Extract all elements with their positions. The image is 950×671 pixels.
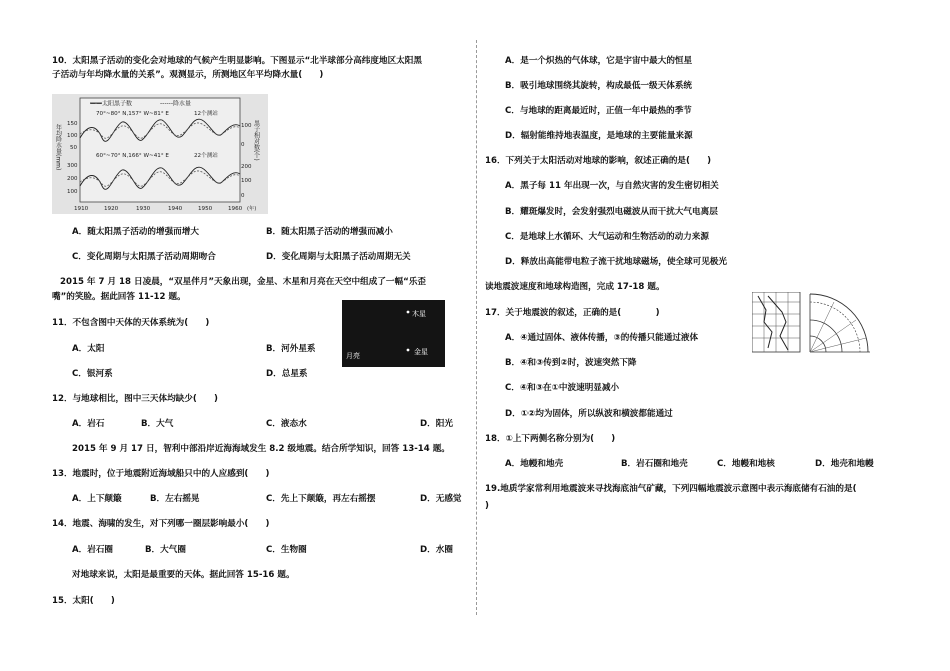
q17-option-c: C．④和③在①中波速明显减小: [505, 383, 620, 393]
q18-option-b: B．岩石圈和地壳: [621, 459, 688, 469]
q12-option-c: C．液态水: [266, 419, 307, 429]
x-tick-1950: 1950: [198, 206, 213, 212]
q10-option-b: B．随太阳黑子活动的增强而减小: [266, 227, 393, 237]
q19-stem-line1: 19.地质学家常利用地震波来寻找海底油气矿藏，下列四幅地震波示意图中表示海底储有石油的是(: [485, 484, 857, 494]
q15-option-b: B．吸引地球围绕其旋转，构成最低一级天体系统: [505, 81, 693, 91]
q11-option-d: D．总星系: [266, 369, 308, 379]
right-axis-label: 黑子相对数(个): [252, 120, 260, 161]
intro-15-16: 对地球来说，太阳是最重要的天体。据此回答 15-16 题。: [72, 570, 295, 580]
legend-precip: ------降水量: [160, 100, 191, 108]
lower-region-label: 60°~70° N,166° W~41° E: [96, 153, 169, 159]
q14-stem: 14．地震、海啸的发生，对下列哪一圈层影响最小( ): [52, 519, 270, 529]
q13-option-d: D．无感觉: [420, 494, 462, 504]
x-tick-1920: 1920: [104, 206, 119, 212]
intro-11-12-line1: 2015 年 7 月 18 日凌晨，“双星伴月”天象出现，金星、木星和月亮在天空中组成了一幅“乐歪: [60, 277, 426, 287]
q17-option-a: A．④通过固体、液体传播，③的传播只能通过液体: [505, 333, 699, 343]
left-tick-2: 50: [70, 145, 77, 151]
intro-13-14: 2015 年 9 月 17 日，智利中部沿岸近海海域发生 8.2 级地震。结合所学知识，回答 13-14 题。: [72, 444, 450, 454]
q15-option-d: D．辐射能维持地表温度，是地球的主要能量来源: [505, 131, 693, 141]
q12-option-b: B．大气: [141, 419, 174, 429]
q15-option-a: A．是一个炽热的气体球，它是宇宙中最大的恒星: [505, 56, 693, 66]
left-axis-label: 年均降水量(mm): [54, 124, 62, 171]
q14-option-b: B．大气圈: [145, 545, 186, 555]
q16-option-c: C．是地球上水循环、大气运动和生物活动的动力来源: [505, 232, 709, 242]
q17-option-b: B．④和③传到②时，波速突然下降: [505, 358, 637, 368]
column-divider: [476, 40, 477, 615]
q16-option-d: D．释放出高能带电粒子流干扰地球磁场，使全球可见极光: [505, 257, 727, 267]
left-tick-0: 150: [67, 121, 78, 127]
q14-option-c: C．生物圈: [266, 545, 307, 555]
x-tick-1960: 1960: [228, 206, 243, 212]
left-tick-1: 100: [67, 133, 78, 139]
q15-option-c: C．与地球的距离最近时，正值一年中最热的季节: [505, 106, 692, 116]
right-tick-2: 200: [241, 164, 252, 170]
q10-option-c: C．变化周期与太阳黑子活动周期吻合: [72, 252, 216, 262]
venus-label: 金星: [414, 348, 428, 356]
intro-11-12-line2: 嘴”的笑脸。据此回答 11-12 题。: [52, 292, 186, 302]
q11-option-a: A．太阳: [72, 344, 105, 354]
q14-option-a: A．岩石圈: [72, 545, 114, 555]
q12-option-d: D．阳光: [420, 419, 453, 429]
right-tick-4: 0: [241, 193, 245, 199]
q10-option-a: A．随太阳黑子活动的增强而增大: [72, 227, 199, 237]
q16-option-b: B．耀斑爆发时，会发射强烈电磁波从而干扰大气电离层: [505, 207, 718, 217]
q10-option-d: D．变化周期与太阳黑子活动周期无关: [266, 252, 411, 262]
x-unit: (年): [247, 206, 257, 212]
seismic-wave-diagram: [752, 292, 902, 354]
left-tick-3: 300: [67, 163, 78, 169]
intro-17-18: 读地震波速度和地球构造图，完成 17-18 题。: [485, 282, 665, 292]
q11-stem: 11．不包含图中天体的天体系统为( ): [52, 318, 210, 328]
q13-stem: 13．地震时，位于地震附近海域船只中的人应感到( ): [52, 469, 270, 479]
q17-stem: 17．关于地震波的叙述，正确的是( ): [485, 308, 660, 318]
q19-stem-line2: ): [485, 501, 489, 511]
x-tick-1910: 1910: [74, 206, 89, 212]
q13-option-c: C．先上下颠簸，再左右摇摆: [266, 494, 376, 504]
q10-stem-line2: 子活动与年均降水量的关系”。观测显示，所测地区年平均降水量( ): [52, 70, 324, 80]
right-tick-3: 100: [241, 178, 252, 184]
jupiter-label: 木星: [412, 310, 426, 318]
sunspot-precipitation-chart: [52, 94, 268, 214]
right-tick-0: 100: [241, 123, 252, 129]
q10-stem-line1: 10．太阳黑子活动的变化会对地球的气候产生明显影响。下图显示“北半球部分高纬度地区太阳黑: [52, 56, 422, 66]
q11-option-c: C．银河系: [72, 369, 113, 379]
right-tick-1: 0: [241, 142, 245, 148]
q16-stem: 16．下列关于太阳活动对地球的影响，叙述正确的是( ): [485, 156, 712, 166]
moon-label: 月亮: [346, 352, 360, 360]
q18-option-d: D．地壳和地幔: [815, 459, 874, 469]
legend-sunspot: ——太阳黑子数: [90, 100, 133, 108]
q11-option-b: B．河外星系: [266, 344, 316, 354]
x-tick-1930: 1930: [136, 206, 151, 212]
q12-stem: 12．与地球相比，图中三天体均缺少( ): [52, 394, 218, 404]
q14-option-d: D．水圈: [420, 545, 453, 555]
q13-option-b: B．左右摇晃: [150, 494, 200, 504]
q12-option-a: A．岩石: [72, 419, 105, 429]
left-tick-5: 100: [67, 189, 78, 195]
q15-stem: 15．太阳( ): [52, 596, 115, 606]
q18-option-c: C．地幔和地核: [717, 459, 775, 469]
left-tick-4: 200: [67, 176, 78, 182]
lower-stations-label: 22个测站: [194, 153, 218, 159]
q18-option-a: A．地幔和地壳: [505, 459, 564, 469]
upper-stations-label: 12个测站: [194, 111, 218, 117]
upper-region-label: 70°~80° N,157° W~81° E: [96, 111, 169, 117]
q18-stem: 18．①上下两侧名称分别为( ): [485, 434, 616, 444]
q16-option-a: A．黑子每 11 年出现一次，与自然灾害的发生密切相关: [505, 181, 719, 191]
q13-option-a: A．上下颠簸: [72, 494, 122, 504]
x-tick-1940: 1940: [168, 206, 183, 212]
q17-option-d: D．①②均为固体，所以纵波和横波都能通过: [505, 409, 673, 419]
moon-planets-photo: [342, 300, 445, 367]
